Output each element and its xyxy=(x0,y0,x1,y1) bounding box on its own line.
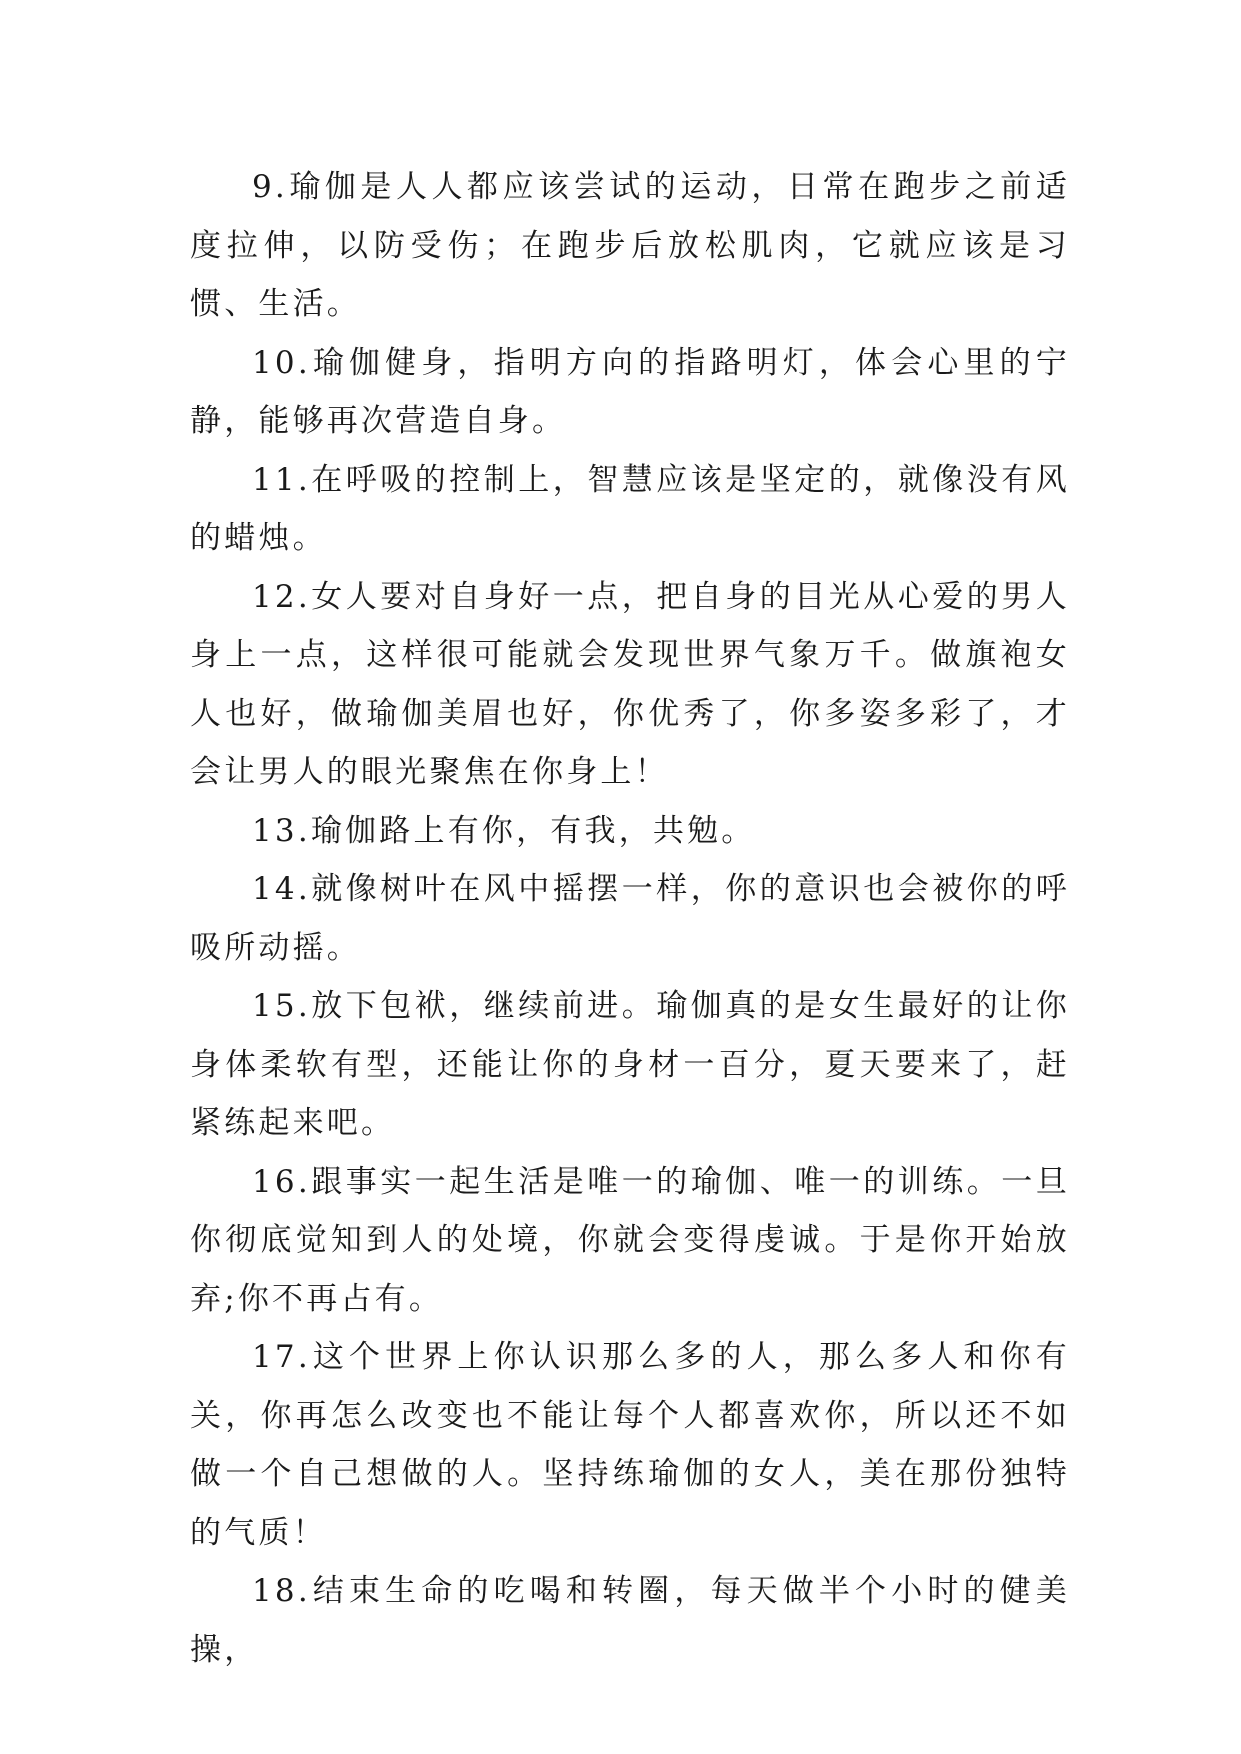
paragraph-14: 14.就像树叶在风中摇摆一样，你的意识也会被你的呼吸所动摇。 xyxy=(190,871,1070,966)
paragraph-9: 9.瑜伽是人人都应该尝试的运动，日常在跑步之前适度拉伸，以防受伤；在跑步后放松肌肉，它就应该是习惯、生活。 xyxy=(190,169,1070,322)
paragraph-13: 13.瑜伽路上有你，有我，共勉。 xyxy=(252,812,756,849)
paragraph-18: 18.结束生命的吃喝和转圈，每天做半个小时的健美操， xyxy=(190,1573,1070,1668)
paragraph-11: 11.在呼吸的控制上，智慧应该是坚定的，就像没有风的蜡烛。 xyxy=(190,461,1070,556)
paragraph-10: 10.瑜伽健身，指明方向的指路明灯，体会心里的宁静，能够再次营造自身。 xyxy=(190,344,1070,439)
paragraph-12: 12.女人要对自身好一点，把自身的目光从心爱的男人身上一点，这样很可能就会发现世界气象万千。做旗袍女人也好，做瑜伽美眉也好，你优秀了，你多姿多彩了，才会让男人的眼光聚焦在你身上！ xyxy=(190,578,1070,790)
paragraph-15: 15.放下包袱，继续前进。瑜伽真的是女生最好的让你身体柔软有型，还能让你的身材一百分，夏天要来了，赶紧练起来吧。 xyxy=(190,988,1070,1141)
paragraph-16: 16.跟事实一起生活是唯一的瑜伽、唯一的训练。一旦你彻底觉知到人的处境，你就会变得虔诚。于是你开始放弃;你不再占有。 xyxy=(190,1163,1070,1317)
document-body xyxy=(190,158,1070,1679)
paragraph-17: 17.这个世界上你认识那么多的人，那么多人和你有关，你再怎么改变也不能让每个人都喜欢你，所以还不如做一个自己想做的人。坚持练瑜伽的女人，美在那份独特的气质！ xyxy=(190,1339,1070,1551)
